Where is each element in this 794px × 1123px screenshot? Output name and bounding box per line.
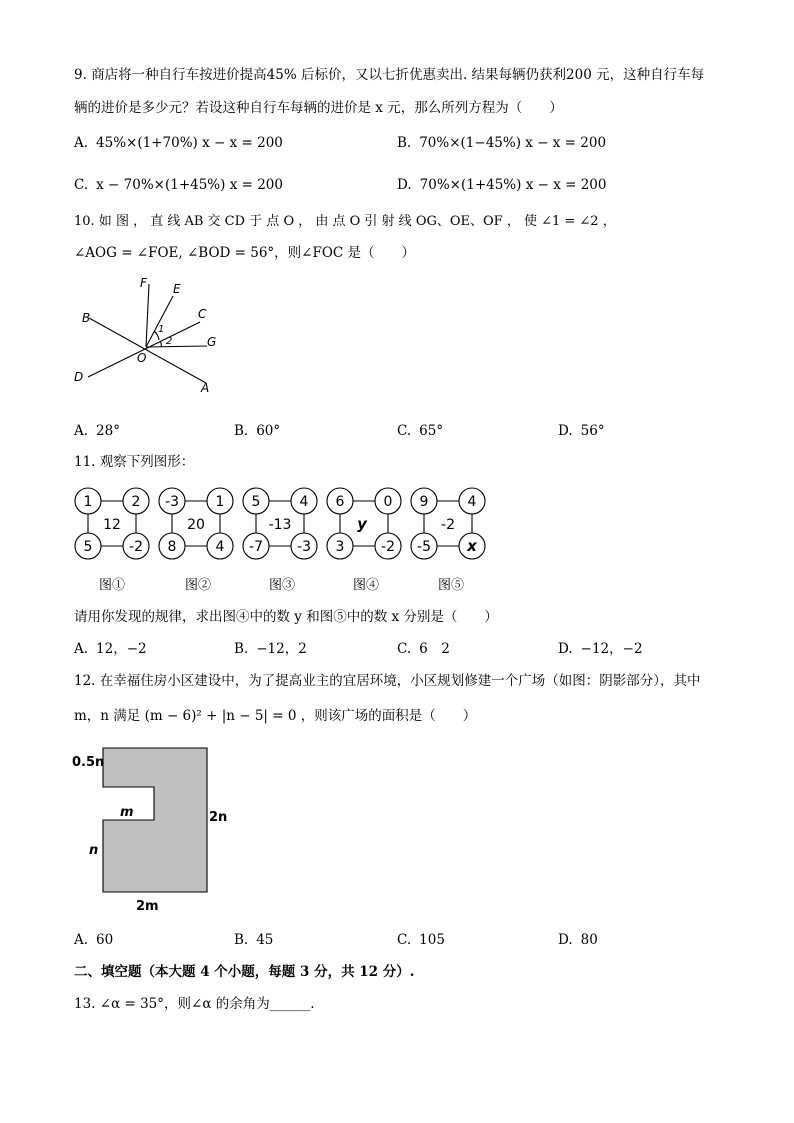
circle-tr: 4 bbox=[467, 494, 477, 510]
plaza-shape bbox=[103, 748, 207, 892]
q12-option-a bbox=[74, 931, 113, 949]
circle-br: -2 bbox=[381, 539, 395, 555]
option-text: 45%×(1+70%) x − x = 200 bbox=[96, 135, 283, 151]
label-f: F bbox=[140, 276, 147, 290]
section-title: 二、填空题（本大题 4 个小题，每题 3 分，共 12 分）. bbox=[74, 964, 415, 980]
option-text: 70%×(1−45%) x − x = 200 bbox=[419, 135, 607, 151]
circle-tr: 0 bbox=[383, 494, 393, 510]
option-text: 45 bbox=[256, 932, 274, 948]
q11-caption-5: 图⑤ bbox=[437, 578, 464, 593]
q12-stem-line1: 12. 在幸福住房小区建设中，为了提高业主的宜居环境，小区规划修建一个广场（如图：阴影部分），其中 bbox=[74, 673, 701, 689]
circle-tr: 1 bbox=[215, 494, 225, 510]
option-label: B. bbox=[234, 641, 249, 657]
q11-figure-1 bbox=[70, 486, 154, 562]
option-label: A. bbox=[74, 423, 89, 439]
q9-stem-line1: 9. 商店将一种自行车按进价提高45% 后标价，又以七折优惠卖出. 结果每辆仍获利200 元，这种自行车每 bbox=[74, 67, 705, 83]
label-left: n bbox=[89, 843, 99, 858]
option-label: C. bbox=[397, 641, 412, 657]
q11-stem: 11. 观察下列图形： bbox=[74, 454, 195, 470]
circle-bl: 5 bbox=[83, 539, 93, 555]
circle-tr: 2 bbox=[131, 494, 141, 510]
q11-figure-5 bbox=[406, 486, 490, 562]
circle-tl: 1 bbox=[83, 494, 93, 510]
line-d-c bbox=[88, 322, 200, 377]
q11-option-a bbox=[74, 640, 147, 658]
option-label: D. bbox=[558, 423, 573, 439]
option-label: D. bbox=[558, 641, 573, 657]
circle-bl: 3 bbox=[335, 539, 345, 555]
option-label: A. bbox=[74, 641, 89, 657]
q11-option-d bbox=[558, 640, 643, 658]
circle-br: x bbox=[467, 537, 477, 555]
circle-br: 4 bbox=[215, 539, 225, 555]
circle-tl: 5 bbox=[251, 494, 261, 510]
q13-stem: 13. ∠α = 35°，则∠α 的余角为______. bbox=[74, 996, 315, 1012]
option-text: 65° bbox=[419, 423, 444, 439]
q10-option-b bbox=[234, 422, 280, 440]
option-text: 105 bbox=[419, 932, 445, 948]
center-value: -13 bbox=[268, 517, 292, 533]
q10-option-d bbox=[558, 422, 605, 440]
option-label: C. bbox=[74, 177, 89, 193]
option-label: D. bbox=[558, 932, 573, 948]
label-b: B bbox=[82, 311, 91, 325]
option-text: 12，−2 bbox=[96, 641, 147, 657]
q12-option-c bbox=[397, 931, 445, 949]
q9-option-a bbox=[74, 134, 283, 152]
center-value: 20 bbox=[187, 517, 205, 533]
option-text: x − 70%×(1+45%) x = 200 bbox=[96, 177, 283, 193]
center-value: y bbox=[357, 515, 367, 533]
q11-figure-4 bbox=[322, 486, 406, 562]
q9-option-d bbox=[397, 176, 606, 194]
option-text: 6 2 bbox=[419, 641, 450, 657]
circle-tl: -3 bbox=[165, 494, 179, 510]
circle-bl: 8 bbox=[167, 539, 177, 555]
q12-stem-line2: m，n 满足 (m − 6)² + |n − 5| = 0 ，则该广场的面积是（ ） bbox=[74, 708, 477, 724]
angle-arc-2 bbox=[160, 341, 161, 347]
option-label: D. bbox=[397, 177, 412, 193]
option-text: 70%×(1+45%) x − x = 200 bbox=[419, 177, 607, 193]
q11-caption-4: 图④ bbox=[352, 578, 379, 593]
circle-br: -3 bbox=[297, 539, 311, 555]
option-text: −12，2 bbox=[256, 641, 307, 657]
q10-angle-figure bbox=[70, 274, 230, 399]
ray-of bbox=[146, 284, 149, 347]
q12-option-d bbox=[558, 931, 598, 949]
q11-question: 请用你发现的规律，求出图④中的数 y 和图⑤中的数 x 分别是（ ） bbox=[74, 609, 498, 625]
q10-stem-line2: ∠AOG = ∠FOE, ∠BOD = 56°，则∠FOC 是（ ） bbox=[74, 245, 416, 261]
option-text: 28° bbox=[96, 423, 120, 439]
label-d: D bbox=[74, 370, 84, 384]
q11-option-b bbox=[234, 640, 307, 658]
q11-caption-1: 图① bbox=[98, 578, 125, 593]
q10-option-c bbox=[397, 422, 443, 440]
option-text: 60° bbox=[256, 423, 281, 439]
option-label: A. bbox=[74, 135, 89, 151]
q11-figure-3 bbox=[238, 486, 322, 562]
circle-tl: 9 bbox=[419, 494, 429, 510]
label-angle-2: 2 bbox=[166, 336, 173, 347]
q9-option-c bbox=[74, 176, 283, 194]
circle-bl: -5 bbox=[417, 539, 431, 555]
option-label: C. bbox=[397, 423, 412, 439]
label-c: C bbox=[198, 307, 207, 321]
q11-figure-2 bbox=[154, 486, 238, 562]
option-label: B. bbox=[234, 423, 249, 439]
option-label: B. bbox=[234, 932, 249, 948]
label-right: 2n bbox=[209, 810, 228, 825]
label-a: A bbox=[201, 381, 210, 395]
circle-tl: 6 bbox=[335, 494, 345, 510]
q9-option-b bbox=[397, 134, 606, 152]
q12-plaza-figure bbox=[70, 744, 240, 916]
label-angle-1: 1 bbox=[158, 324, 165, 335]
q11-option-c bbox=[397, 640, 450, 658]
label-bottom: 2m bbox=[136, 899, 159, 914]
label-g: G bbox=[207, 335, 217, 349]
circle-tr: 4 bbox=[299, 494, 309, 510]
label-notch: m bbox=[120, 805, 134, 820]
label-o: O bbox=[137, 351, 147, 365]
q9-stem-line2: 辆的进价是多少元？若设这种自行车每辆的进价是 x 元，那么所列方程为（ ） bbox=[74, 100, 563, 116]
label-e: E bbox=[173, 282, 181, 296]
center-value: 12 bbox=[103, 517, 121, 533]
circle-br: -2 bbox=[129, 539, 143, 555]
q10-option-a bbox=[74, 422, 120, 440]
option-label: B. bbox=[397, 135, 412, 151]
option-text: −12，−2 bbox=[580, 641, 643, 657]
center-value: -2 bbox=[441, 517, 455, 533]
q11-caption-2: 图② bbox=[184, 578, 211, 593]
option-label: C. bbox=[397, 932, 412, 948]
q10-stem-line1: 10. 如 图 ， 直 线 AB 交 CD 于 点 O ， 由 点 O 引 射 线 OG、OE、OF ， 使 ∠1 = ∠2 ， bbox=[74, 214, 616, 229]
option-label: A. bbox=[74, 932, 89, 948]
q11-caption-3: 图③ bbox=[268, 578, 295, 593]
option-text: 80 bbox=[580, 932, 598, 948]
ray-og bbox=[146, 346, 207, 347]
circle-bl: -7 bbox=[249, 539, 263, 555]
q12-option-b bbox=[234, 931, 273, 949]
option-text: 60 bbox=[96, 932, 114, 948]
label-top-left: 0.5n bbox=[72, 755, 105, 770]
option-text: 56° bbox=[580, 423, 605, 439]
